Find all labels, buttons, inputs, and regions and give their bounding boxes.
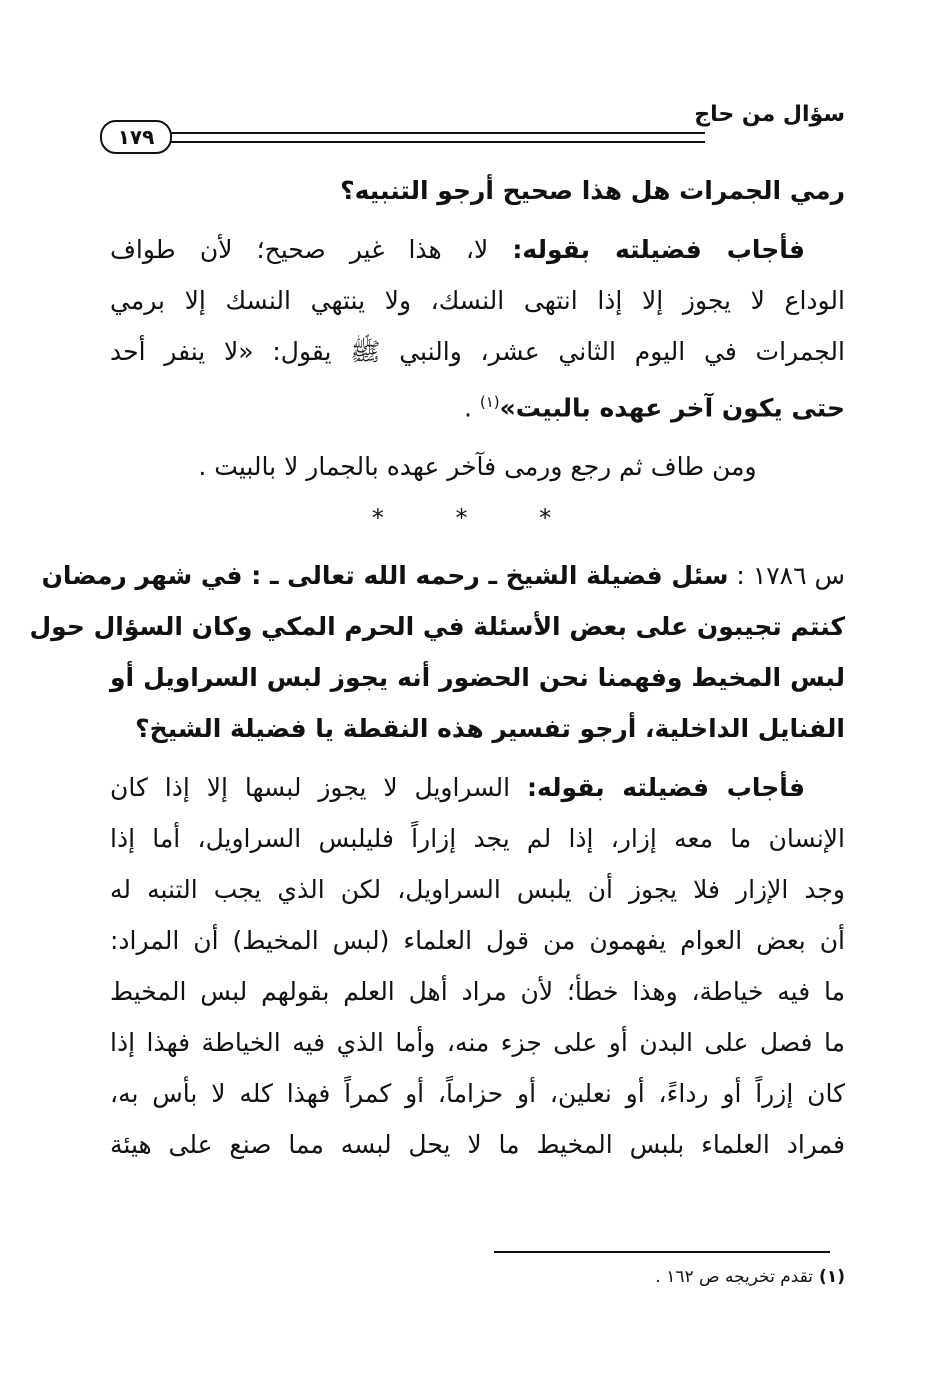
question-line-2: كنتم تجيبون على بعض الأسئلة في الحرم المكي وكان السؤال حول [29, 612, 845, 642]
footnote-number: (١) [819, 1267, 845, 1287]
page-header [100, 100, 845, 150]
answer-2-line-5: ما فيه خياطة، وهذا خطأ؛ لأن مراد أهل العلم بقولهم لبس المخيط [110, 977, 845, 1007]
footnote [420, 1262, 845, 1292]
spacer [110, 216, 845, 224]
answer-lead: فأجاب فضيلته بقوله: [512, 235, 805, 264]
answer-2-line-3: وجد الإزار فلا يجوز أن يلبس السراويل، لكن الذي يجب التنبه له [110, 875, 845, 905]
answer-2-line-2: الإنسان ما معه إزار، إذا لم يجد إزاراً فليلبس السراويل، أما إذا [110, 824, 845, 854]
question-line-4: الفنايل الداخلية، أرجو تفسير هذه النقطة يا فضيلة الشيخ؟ [135, 714, 845, 744]
section-separator: * * * [371, 504, 584, 533]
answer-1-line-1 [110, 224, 845, 275]
question-line-3: لبس المخيط وفهمنا نحن الحضور أنه يجوز لبس السراويل أو [110, 663, 845, 693]
answer-paragraph-1 [110, 224, 845, 433]
answer-lead: فأجاب فضيلته بقوله: [527, 773, 805, 803]
question-end-line: رمي الجمرات هل هذا صحيح أرجو التنبيه؟ [340, 176, 845, 205]
spacer [110, 433, 845, 441]
page-number: ١٧٩ [100, 120, 172, 154]
answer-2-line-6: ما فصل على البدن أو على جزء منه، وأما الذي فيه الخياطة فهذا إذا [110, 1028, 845, 1058]
answer-2-line-8: فمراد العلماء بلبس المخيط ما لا يحل لبسه مما صنع على هيئة [110, 1130, 845, 1160]
header-rule [160, 132, 705, 143]
spacer [110, 754, 845, 762]
running-title: سؤال من حاج [694, 102, 845, 127]
hadith-text: حتى يكون آخر عهده بالبيت» [499, 393, 845, 423]
question-paragraph [29, 550, 845, 754]
answer-1-line-3: الجمرات في اليوم الثاني عشر، والنبي ﷺ يقول: «لا ينفر أحد [110, 337, 845, 366]
answer-1-line-4 [110, 377, 845, 433]
answer-2-line-1 [110, 762, 845, 813]
line-end: . [463, 393, 480, 423]
answer-paragraph-2 [110, 762, 845, 1170]
question-line-1 [41, 550, 845, 601]
note-line: ومن طاف ثم رجع ورمى فآخر عهده بالجمار لا بالبيت . [198, 452, 757, 482]
footnote-text: تقدم تخريجه ص ١٦٢ . [655, 1267, 814, 1287]
footnote-ref: (١) [479, 393, 500, 411]
answer-2-line-1-text: السراويل لا يجوز لبسها إلا إذا كان [110, 773, 527, 803]
answer-1-line-1-text: لا، هذا غير صحيح؛ لأن طواف [110, 235, 513, 264]
footnote-rule [494, 1251, 830, 1253]
page-body [29, 165, 845, 1170]
question-number: س ١٧٨٦ : [728, 561, 845, 591]
answer-2-line-4: أن بعض العوام يفهمون من قول العلماء (لبس المخيط) أن المراد: [110, 926, 845, 956]
answer-1-line-2: الوداع لا يجوز إلا إذا انتهى النسك، ولا ينتهي النسك إلا برمي [110, 286, 845, 315]
question-line-1-text: سئل فضيلة الشيخ ـ رحمه الله تعالى ـ : في شهر رمضان [41, 561, 729, 591]
answer-2-line-7: كان إزراً أو رداءً، أو نعلين، أو حزاماً، أو كمراً فهذا كله لا بأس به، [110, 1079, 845, 1109]
